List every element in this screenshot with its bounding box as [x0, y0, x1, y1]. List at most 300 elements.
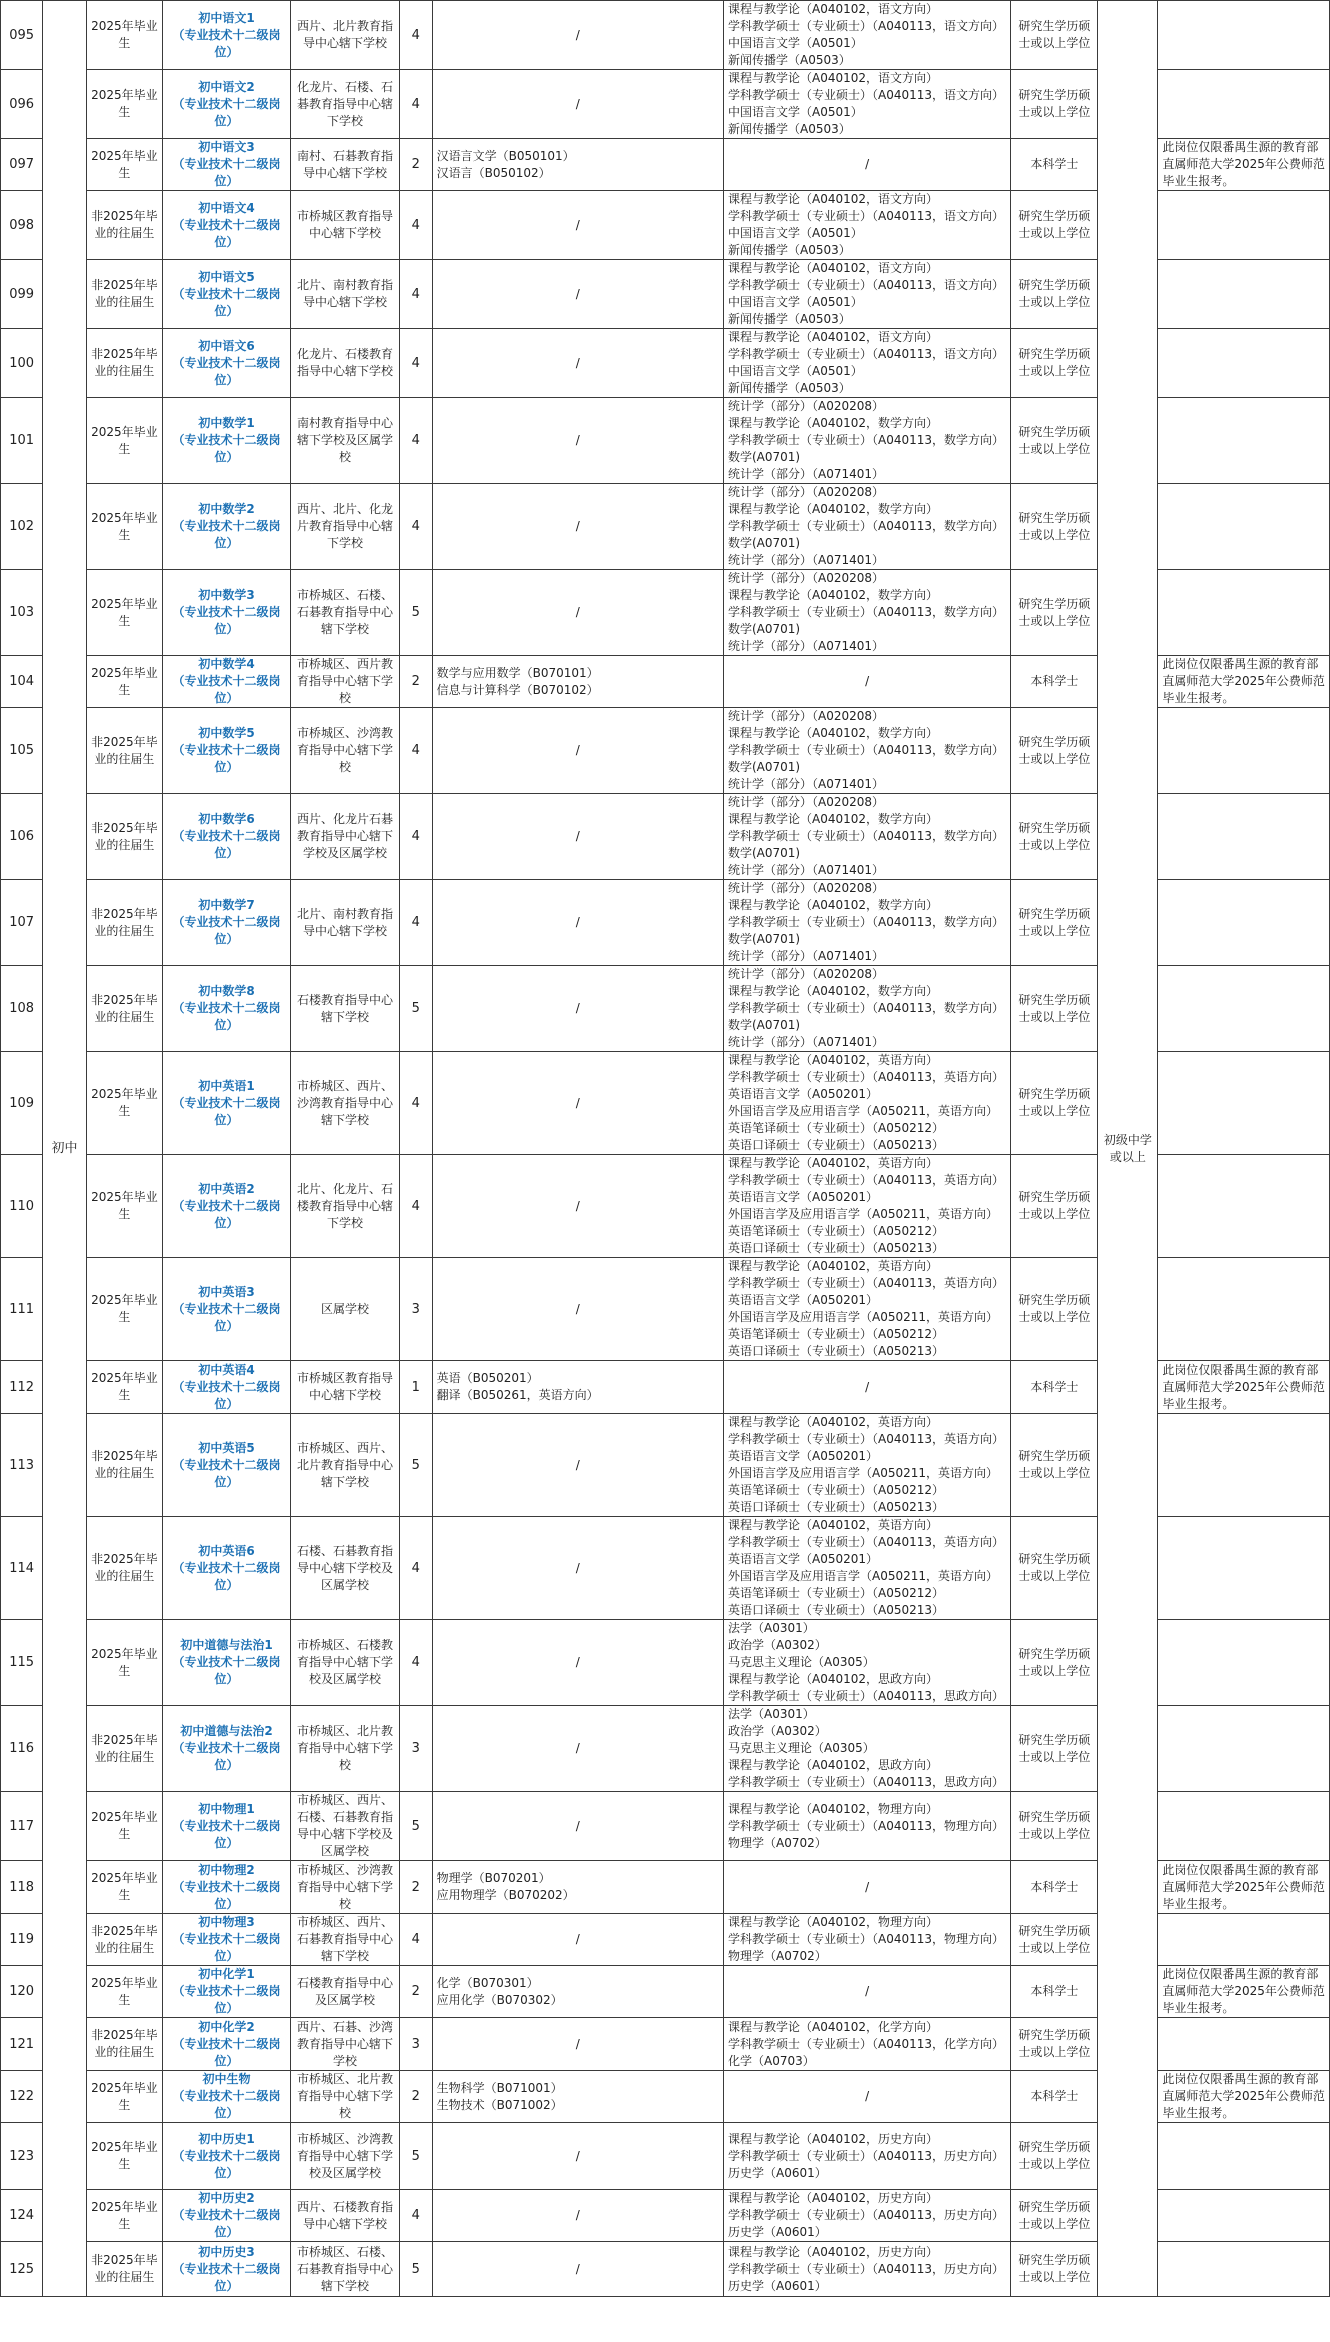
applicant-target: 2025年毕业生	[86, 139, 162, 191]
headcount: 5	[399, 570, 432, 656]
position-title: 初中化学2	[198, 2019, 255, 2034]
position-title: 初中英语1	[198, 1078, 255, 1093]
school-range: 西片、石楼教育指导中心辖下学校	[291, 2190, 400, 2242]
postgrad-majors-line: 学科教学硕士（专业硕士）（A040113，语文方向）	[727, 88, 1005, 102]
applicant-target: 2025年毕业生	[86, 570, 162, 656]
school-range: 北片、化龙片、石楼教育指导中心辖下学校	[291, 1155, 400, 1258]
position-code: 096	[1, 70, 43, 139]
school-level: 初中	[43, 1, 87, 2297]
applicant-target: 非2025年毕业的往届生	[86, 1517, 162, 1620]
postgrad-majors-line: 历史学（A0601）	[727, 2278, 827, 2293]
postgrad-majors-line: 课程与教学论（A040102，语文方向）	[727, 261, 939, 275]
school-range: 市桥城区、沙湾教育指导中心辖下学校	[291, 708, 400, 794]
postgrad-majors-line: 统计学（部分）（A020208）	[727, 795, 885, 809]
position-code: 102	[1, 484, 43, 570]
postgrad-majors-line: 课程与教学论（A040102，英语方向）	[727, 1415, 939, 1429]
position-grade: （专业技术十二级岗位）	[172, 1879, 281, 1911]
headcount: 5	[399, 2242, 432, 2297]
undergrad-majors: /	[432, 570, 723, 656]
position-title: 初中数学6	[198, 812, 255, 826]
undergrad-majors: /	[432, 260, 723, 329]
undergrad-majors: /	[432, 398, 723, 484]
undergrad-majors: /	[432, 2018, 723, 2071]
postgrad-majors-line: 统计学（部分）（A020208）	[727, 881, 885, 895]
remarks: 此岗位仅限番禺生源的教育部直属师范大学2025年公费师范毕业生报考。	[1158, 2071, 1330, 2123]
applicant-target: 非2025年毕业的往届生	[86, 1914, 162, 1966]
school-range: 北片、南村教育指导中心辖下学校	[291, 260, 400, 329]
postgrad-majors-line: 学科教学硕士（专业硕士）（A040113，英语方向）	[727, 1173, 1005, 1187]
position-code: 104	[1, 656, 43, 708]
position-name	[163, 1792, 291, 1861]
remarks	[1158, 2018, 1330, 2071]
position-grade: （专业技术十二级岗位）	[172, 674, 281, 705]
remarks	[1158, 398, 1330, 484]
position-title: 初中历史3	[198, 2244, 255, 2259]
postgrad-majors-line: 课程与教学论（A040102，思政方向）	[727, 1758, 939, 1772]
postgrad-majors-line: 英语笔译硕士（专业硕士）（A050212）	[727, 1327, 945, 1341]
position-title: 初中数学2	[198, 502, 255, 516]
position-title: 初中物理1	[198, 1801, 255, 1816]
applicant-target: 2025年毕业生	[86, 1, 162, 70]
headcount: 4	[399, 398, 432, 484]
headcount: 4	[399, 1155, 432, 1258]
school-range: 市桥城区、沙湾教育指导中心辖下学校及区属学校	[291, 2123, 400, 2190]
postgrad-majors	[723, 191, 1010, 260]
postgrad-majors-line: 新闻传播学（A0503）	[727, 122, 851, 136]
undergrad-majors: /	[432, 880, 723, 966]
undergrad-majors: /	[432, 966, 723, 1052]
undergrad-majors	[432, 139, 723, 191]
position-title: 初中物理3	[198, 1915, 255, 1929]
position-grade: （专业技术十二级岗位）	[172, 286, 281, 318]
degree-requirement: 本科学士	[1011, 1966, 1098, 2018]
position-title: 初中英语3	[198, 1284, 255, 1299]
position-title: 初中道德与法治2	[180, 1724, 273, 1738]
undergrad-majors: /	[432, 1052, 723, 1155]
position-name	[163, 484, 291, 570]
headcount: 4	[399, 708, 432, 794]
postgrad-majors-line: 英语口译硕士（专业硕士）（A050213）	[727, 1500, 945, 1514]
position-title: 初中英语5	[198, 1440, 255, 1455]
postgrad-majors	[723, 260, 1010, 329]
postgrad-majors	[723, 1620, 1010, 1706]
postgrad-majors-line: 统计学（部分）（A071401）	[727, 639, 885, 653]
postgrad-majors-line: 学科教学硕士（专业硕士）（A040113，数学方向）	[727, 1001, 1005, 1015]
table-body	[1, 1, 1330, 2297]
postgrad-majors-line: 数学(A0701)	[727, 536, 801, 550]
applicant-target: 非2025年毕业的往届生	[86, 794, 162, 880]
postgrad-majors	[723, 484, 1010, 570]
position-name	[163, 1966, 291, 2018]
degree-requirement: 研究生学历硕士或以上学位	[1011, 1414, 1098, 1517]
headcount: 2	[399, 139, 432, 191]
position-grade: （专业技术十二级岗位）	[172, 1457, 281, 1489]
postgrad-majors-line: 统计学（部分）（A020208）	[727, 709, 885, 723]
headcount: 4	[399, 794, 432, 880]
postgrad-majors-line: 课程与教学论（A040102，语文方向）	[727, 71, 939, 85]
undergrad-majors-line: 应用物理学（B070202）	[436, 1888, 575, 1902]
undergrad-majors: /	[432, 2190, 723, 2242]
degree-requirement: 研究生学历硕士或以上学位	[1011, 1914, 1098, 1966]
postgrad-majors-line: 学科教学硕士（专业硕士）（A040113，语文方向）	[727, 19, 1005, 33]
degree-requirement: 研究生学历硕士或以上学位	[1011, 1792, 1098, 1861]
position-title: 初中语文3	[198, 140, 255, 154]
school-range: 南村、石碁教育指导中心辖下学校	[291, 139, 400, 191]
position-title: 初中语文2	[198, 79, 255, 94]
school-range: 区属学校	[291, 1258, 400, 1361]
degree-requirement: 研究生学历硕士或以上学位	[1011, 1517, 1098, 1620]
postgrad-majors-line: 数学(A0701)	[727, 760, 801, 774]
postgrad-majors-line: 课程与教学论（A040102，历史方向）	[727, 2191, 939, 2205]
undergrad-majors: /	[432, 2242, 723, 2297]
applicant-target: 非2025年毕业的往届生	[86, 708, 162, 794]
postgrad-majors-line: 法学（A0301）	[727, 1621, 815, 1635]
postgrad-majors-line: 统计学（部分）（A071401）	[727, 949, 885, 963]
degree-requirement: 研究生学历硕士或以上学位	[1011, 1620, 1098, 1706]
undergrad-majors	[432, 2071, 723, 2123]
degree-requirement: 研究生学历硕士或以上学位	[1011, 2123, 1098, 2190]
applicant-target: 2025年毕业生	[86, 2071, 162, 2123]
remarks: 此岗位仅限番禺生源的教育部直属师范大学2025年公费师范毕业生报考。	[1158, 139, 1330, 191]
headcount: 4	[399, 70, 432, 139]
position-grade: （专业技术十二级岗位）	[172, 829, 281, 860]
postgrad-majors-line: 课程与教学论（A040102，历史方向）	[727, 2244, 939, 2259]
remarks	[1158, 570, 1330, 656]
position-title: 初中语文5	[198, 269, 255, 284]
postgrad-majors-line: 统计学（部分）（A071401）	[727, 777, 885, 791]
postgrad-majors	[723, 794, 1010, 880]
degree-requirement: 研究生学历硕士或以上学位	[1011, 880, 1098, 966]
remarks	[1158, 329, 1330, 398]
postgrad-majors-line: 英语笔译硕士（专业硕士）（A050212）	[727, 1586, 945, 1600]
position-grade: （专业技术十二级岗位）	[172, 2261, 281, 2293]
position-code: 099	[1, 260, 43, 329]
school-range: 西片、北片教育指导中心辖下学校	[291, 1, 400, 70]
position-grade: （专业技术十二级岗位）	[172, 1001, 281, 1032]
postgrad-majors-line: 新闻传播学（A0503）	[727, 243, 851, 257]
degree-requirement: 本科学士	[1011, 1361, 1098, 1414]
headcount: 4	[399, 1914, 432, 1966]
headcount: 2	[399, 656, 432, 708]
postgrad-majors	[723, 708, 1010, 794]
school-range: 化龙片、石楼、石碁教育指导中心辖下学校	[291, 70, 400, 139]
position-title: 初中生物	[202, 2072, 251, 2086]
position-code: 098	[1, 191, 43, 260]
postgrad-majors-line: 课程与教学论（A040102，思政方向）	[727, 1672, 939, 1686]
headcount: 4	[399, 260, 432, 329]
degree-requirement: 研究生学历硕士或以上学位	[1011, 398, 1098, 484]
postgrad-majors-line: 课程与教学论（A040102，物理方向）	[727, 1801, 939, 1816]
degree-requirement: 研究生学历硕士或以上学位	[1011, 570, 1098, 656]
position-code: 117	[1, 1792, 43, 1861]
remarks	[1158, 1414, 1330, 1517]
position-grade: （专业技术十二级岗位）	[172, 1095, 281, 1127]
headcount: 3	[399, 1706, 432, 1792]
postgrad-majors-line: 英语口译硕士（专业硕士）（A050213）	[727, 1344, 945, 1358]
position-grade: （专业技术十二级岗位）	[172, 1379, 281, 1411]
postgrad-majors	[723, 1258, 1010, 1361]
postgrad-majors-line: 学科教学硕士（专业硕士）（A040113，英语方向）	[727, 1535, 1005, 1549]
position-name	[163, 1861, 291, 1914]
position-name	[163, 2018, 291, 2071]
position-grade: （专业技术十二级岗位）	[172, 1301, 281, 1333]
postgrad-majors	[723, 1, 1010, 70]
degree-requirement: 研究生学历硕士或以上学位	[1011, 484, 1098, 570]
postgrad-majors-line: 课程与教学论（A040102，数学方向）	[727, 588, 939, 602]
position-code: 107	[1, 880, 43, 966]
postgrad-majors-line: 学科教学硕士（专业硕士）（A040113，历史方向）	[727, 2208, 1005, 2222]
position-name	[163, 1706, 291, 1792]
position-name	[163, 1, 291, 70]
undergrad-majors: /	[432, 794, 723, 880]
applicant-target: 2025年毕业生	[86, 70, 162, 139]
postgrad-majors-line: 学科教学硕士（专业硕士）（A040113，数学方向）	[727, 519, 1005, 533]
position-title: 初中数学4	[198, 657, 255, 671]
applicant-target: 2025年毕业生	[86, 656, 162, 708]
postgrad-majors-line: 英语笔译硕士（专业硕士）（A050212）	[727, 1483, 945, 1497]
undergrad-majors: /	[432, 70, 723, 139]
postgrad-majors: /	[723, 656, 1010, 708]
postgrad-majors-line: 学科教学硕士（专业硕士）（A040113，数学方向）	[727, 433, 1005, 447]
applicant-target: 非2025年毕业的往届生	[86, 260, 162, 329]
postgrad-majors-line: 英语口译硕士（专业硕士）（A050213）	[727, 1603, 945, 1617]
postgrad-majors-line: 课程与教学论（A040102，语文方向）	[727, 2, 939, 16]
headcount: 5	[399, 1792, 432, 1861]
position-code: 116	[1, 1706, 43, 1792]
postgrad-majors: /	[723, 1861, 1010, 1914]
postgrad-majors-line: 学科教学硕士（专业硕士）（A040113，物理方向）	[727, 1818, 1005, 1833]
school-range: 石楼教育指导中心及区属学校	[291, 1966, 400, 2018]
postgrad-majors-line: 课程与教学论（A040102，数学方向）	[727, 812, 939, 826]
postgrad-majors: /	[723, 1966, 1010, 2018]
postgrad-majors-line: 英语口译硕士（专业硕士）（A050213）	[727, 1241, 945, 1255]
remarks	[1158, 880, 1330, 966]
position-grade: （专业技术十二级岗位）	[172, 157, 281, 188]
postgrad-majors-line: 外国语言学及应用语言学（A050211，英语方向）	[727, 1569, 999, 1583]
postgrad-majors	[723, 1414, 1010, 1517]
position-name	[163, 1361, 291, 1414]
undergrad-majors: /	[432, 1792, 723, 1861]
undergrad-majors-line: 生物技术（B071002）	[436, 2097, 563, 2112]
position-name	[163, 1517, 291, 1620]
school-range: 市桥城区、石楼、石碁教育指导中心辖下学校	[291, 2242, 400, 2297]
postgrad-majors	[723, 398, 1010, 484]
headcount: 1	[399, 1361, 432, 1414]
position-name	[163, 1620, 291, 1706]
headcount: 5	[399, 966, 432, 1052]
postgrad-majors-line: 学科教学硕士（专业硕士）（A040113，英语方向）	[727, 1276, 1005, 1290]
undergrad-majors: /	[432, 1414, 723, 1517]
remarks	[1158, 1155, 1330, 1258]
postgrad-majors-line: 历史学（A0601）	[727, 2225, 827, 2239]
position-name	[163, 966, 291, 1052]
postgrad-majors-line: 数学(A0701)	[727, 846, 801, 860]
position-grade: （专业技术十二级岗位）	[172, 743, 281, 774]
school-range: 市桥城区、石楼教育指导中心辖下学校及区属学校	[291, 1620, 400, 1706]
applicant-target: 非2025年毕业的往届生	[86, 1706, 162, 1792]
postgrad-majors-line: 数学(A0701)	[727, 450, 801, 464]
remarks	[1158, 1914, 1330, 1966]
headcount: 4	[399, 1517, 432, 1620]
degree-requirement: 研究生学历硕士或以上学位	[1011, 966, 1098, 1052]
school-range: 化龙片、石楼教育指导中心辖下学校	[291, 329, 400, 398]
postgrad-majors-line: 课程与教学论（A040102，物理方向）	[727, 1915, 939, 1929]
postgrad-majors	[723, 570, 1010, 656]
undergrad-majors: /	[432, 1, 723, 70]
postgrad-majors-line: 学科教学硕士（专业硕士）（A040113，语文方向）	[727, 278, 1005, 292]
remarks	[1158, 1258, 1330, 1361]
postgrad-majors-line: 统计学（部分）（A020208）	[727, 485, 885, 499]
postgrad-majors	[723, 1155, 1010, 1258]
position-grade: （专业技术十二级岗位）	[172, 27, 281, 59]
applicant-target: 非2025年毕业的往届生	[86, 329, 162, 398]
school-range: 市桥城区、沙湾教育指导中心辖下学校	[291, 1861, 400, 1914]
degree-requirement: 研究生学历硕士或以上学位	[1011, 2242, 1098, 2297]
headcount: 2	[399, 1966, 432, 2018]
postgrad-majors-line: 法学（A0301）	[727, 1707, 815, 1721]
position-code: 097	[1, 139, 43, 191]
position-grade: （专业技术十二级岗位）	[172, 96, 281, 128]
postgrad-majors-line: 统计学（部分）（A071401）	[727, 1035, 885, 1049]
postgrad-majors-line: 英语笔译硕士（专业硕士）（A050212）	[727, 1121, 945, 1135]
postgrad-majors	[723, 880, 1010, 966]
postgrad-majors-line: 中国语言文学（A0501）	[727, 295, 863, 309]
postgrad-majors-line: 学科教学硕士（专业硕士）（A040113，数学方向）	[727, 829, 1005, 843]
position-name	[163, 656, 291, 708]
postgrad-majors	[723, 70, 1010, 139]
position-title: 初中数学8	[198, 984, 255, 998]
position-grade: （专业技术十二级岗位）	[172, 1932, 281, 1963]
postgrad-majors-line: 英语语言文学（A050201）	[727, 1087, 879, 1101]
postgrad-majors-line: 英语语言文学（A050201）	[727, 1552, 879, 1566]
position-code: 109	[1, 1052, 43, 1155]
school-range: 石楼教育指导中心辖下学校	[291, 966, 400, 1052]
position-title: 初中历史1	[198, 2131, 255, 2146]
headcount: 4	[399, 329, 432, 398]
postgrad-majors	[723, 2123, 1010, 2190]
remarks	[1158, 1620, 1330, 1706]
undergrad-majors: /	[432, 484, 723, 570]
applicant-target: 非2025年毕业的往届生	[86, 2018, 162, 2071]
undergrad-majors: /	[432, 1258, 723, 1361]
position-code: 115	[1, 1620, 43, 1706]
degree-requirement: 研究生学历硕士或以上学位	[1011, 191, 1098, 260]
position-title: 初中道德与法治1	[180, 1638, 273, 1652]
applicant-target: 2025年毕业生	[86, 2123, 162, 2190]
postgrad-majors-line: 统计学（部分）（A071401）	[727, 863, 885, 877]
postgrad-majors-line: 数学(A0701)	[727, 1018, 801, 1032]
position-name	[163, 2071, 291, 2123]
position-code: 108	[1, 966, 43, 1052]
position-title: 初中语文6	[198, 338, 255, 353]
degree-requirement: 研究生学历硕士或以上学位	[1011, 708, 1098, 794]
postgrad-majors-line: 英语语言文学（A050201）	[727, 1449, 879, 1463]
position-code: 100	[1, 329, 43, 398]
position-name	[163, 1258, 291, 1361]
headcount: 4	[399, 880, 432, 966]
remarks	[1158, 260, 1330, 329]
undergrad-majors	[432, 1361, 723, 1414]
school-range: 南村教育指导中心辖下学校及区属学校	[291, 398, 400, 484]
undergrad-majors: /	[432, 1706, 723, 1792]
undergrad-majors-line: 数学与应用数学（B070101）	[436, 665, 599, 680]
postgrad-majors-line: 课程与教学论（A040102，化学方向）	[727, 2019, 939, 2034]
postgrad-majors-line: 学科教学硕士（专业硕士）（A040113，语文方向）	[727, 209, 1005, 223]
position-code: 112	[1, 1361, 43, 1414]
applicant-target: 2025年毕业生	[86, 1258, 162, 1361]
postgrad-majors: /	[723, 139, 1010, 191]
postgrad-majors	[723, 329, 1010, 398]
postgrad-majors	[723, 966, 1010, 1052]
position-title: 初中数学7	[198, 898, 255, 912]
postgrad-majors-line: 中国语言文学（A0501）	[727, 36, 863, 50]
degree-requirement: 研究生学历硕士或以上学位	[1011, 1258, 1098, 1361]
position-code: 120	[1, 1966, 43, 2018]
postgrad-majors-line: 新闻传播学（A0503）	[727, 381, 851, 395]
postgrad-majors	[723, 2018, 1010, 2071]
position-name	[163, 2190, 291, 2242]
postgrad-majors-line: 学科教学硕士（专业硕士）（A040113，英语方向）	[727, 1070, 1005, 1084]
applicant-target: 非2025年毕业的往届生	[86, 2242, 162, 2297]
remarks	[1158, 1792, 1330, 1861]
undergrad-majors-line: 汉语言文学（B050101）	[436, 148, 575, 163]
undergrad-majors: /	[432, 1517, 723, 1620]
headcount: 5	[399, 1414, 432, 1517]
postgrad-majors-line: 课程与教学论（A040102，语文方向）	[727, 330, 939, 344]
table-row	[1, 1, 1330, 70]
position-name	[163, 398, 291, 484]
position-grade: （专业技术十二级岗位）	[172, 1655, 281, 1686]
postgrad-majors-line: 英语语言文学（A050201）	[727, 1190, 879, 1204]
degree-requirement: 本科学士	[1011, 1861, 1098, 1914]
postgrad-majors-line: 英语语言文学（A050201）	[727, 1293, 879, 1307]
position-code: 111	[1, 1258, 43, 1361]
applicant-target: 非2025年毕业的往届生	[86, 966, 162, 1052]
school-range: 市桥城区、西片、沙湾教育指导中心辖下学校	[291, 1052, 400, 1155]
position-title: 初中英语6	[198, 1543, 255, 1558]
postgrad-majors-line: 课程与教学论（A040102，语文方向）	[727, 192, 939, 206]
postgrad-majors-line: 统计学（部分）（A071401）	[727, 467, 885, 481]
headcount: 3	[399, 1258, 432, 1361]
undergrad-majors-line: 应用化学（B070302）	[436, 1992, 563, 2007]
position-name	[163, 570, 291, 656]
position-grade: （专业技术十二级岗位）	[172, 2208, 281, 2239]
applicant-target: 2025年毕业生	[86, 1792, 162, 1861]
postgrad-majors-line: 课程与教学论（A040102，数学方向）	[727, 984, 939, 998]
position-grade: （专业技术十二级岗位）	[172, 915, 281, 946]
school-range: 市桥城区、西片教育指导中心辖下学校	[291, 656, 400, 708]
headcount: 2	[399, 1861, 432, 1914]
position-code: 122	[1, 2071, 43, 2123]
school-range: 石楼、石碁教育指导中心辖下学校及区属学校	[291, 1517, 400, 1620]
postgrad-majors-line: 课程与教学论（A040102，英语方向）	[727, 1259, 939, 1273]
school-range: 市桥城区、西片、石碁教育指导中心辖下学校	[291, 1914, 400, 1966]
school-range: 市桥城区、西片、石楼、石碁教育指导中心辖下学校及区属学校	[291, 1792, 400, 1861]
postgrad-majors-line: 学科教学硕士（专业硕士）（A040113，化学方向）	[727, 2036, 1005, 2051]
postgrad-majors	[723, 1792, 1010, 1861]
position-title: 初中历史2	[198, 2191, 255, 2205]
postgrad-majors	[723, 1052, 1010, 1155]
position-grade: （专业技术十二级岗位）	[172, 1984, 281, 2015]
school-range: 北片、南村教育指导中心辖下学校	[291, 880, 400, 966]
position-grade: （专业技术十二级岗位）	[172, 2148, 281, 2180]
degree-requirement: 研究生学历硕士或以上学位	[1011, 1155, 1098, 1258]
applicant-target: 2025年毕业生	[86, 1861, 162, 1914]
postgrad-majors: /	[723, 1361, 1010, 1414]
degree-requirement: 研究生学历硕士或以上学位	[1011, 260, 1098, 329]
applicant-target: 2025年毕业生	[86, 1361, 162, 1414]
position-name	[163, 2242, 291, 2297]
